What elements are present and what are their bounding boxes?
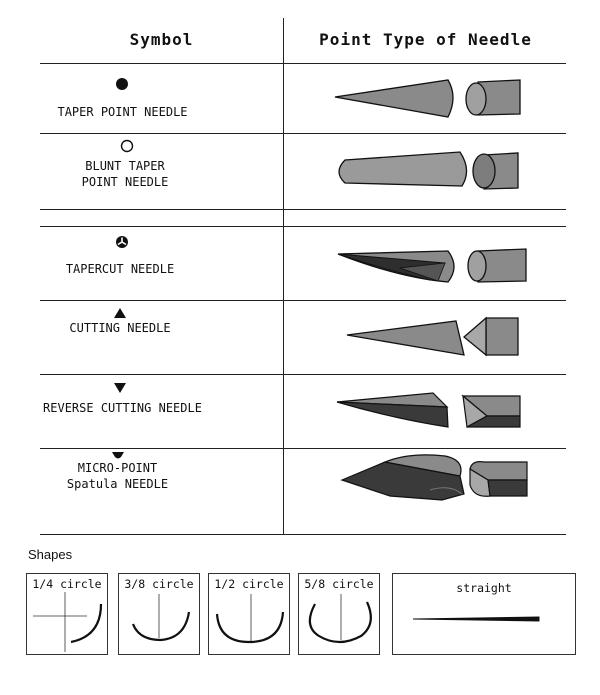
row-label-tapercut: TAPERCUT NEEDLE <box>65 262 175 276</box>
shape-half-circle <box>208 573 290 655</box>
micro-point-spatula-needle-drawing <box>342 455 527 500</box>
reverse-cutting-needle-drawing <box>337 393 520 427</box>
quarter-circle-needle <box>27 574 107 654</box>
row-label-blunt-taper-line1: BLUNT TAPER <box>85 159 165 173</box>
taper-point-needle-drawing <box>335 80 520 117</box>
row-label-micro-point-line2: Spatula NEEDLE <box>66 477 169 491</box>
row-label-micro-point-line1: MICRO-POINT <box>77 461 158 475</box>
cutting-needle-drawing <box>347 318 518 355</box>
shapes-title: Shapes <box>28 547 73 562</box>
five-eighths-circle-needle <box>299 574 379 654</box>
straight-needle <box>393 574 575 654</box>
row-label-blunt-taper-line2: POINT NEEDLE <box>81 175 169 189</box>
shape-label: 1/2 circle <box>214 577 284 591</box>
shape-label: 3/8 circle <box>124 577 194 591</box>
row-label-reverse-cutting: REVERSE CUTTING NEEDLE <box>43 401 202 415</box>
shape-three-eighths-circle <box>118 573 200 655</box>
header-point-type: Point Type of Needle <box>319 30 532 49</box>
half-circle-needle <box>209 574 289 654</box>
header-symbol: Symbol <box>129 30 194 49</box>
three-eighths-circle-needle <box>119 574 199 654</box>
tapercut-needle-drawing <box>338 249 526 282</box>
blunt-taper-needle-drawing <box>339 152 518 189</box>
shape-quarter-circle <box>26 573 108 655</box>
shape-straight <box>392 573 576 655</box>
row-label-taper-point: TAPER POINT NEEDLE <box>57 105 188 119</box>
shape-label: 1/4 circle <box>32 577 102 591</box>
shape-label: 5/8 circle <box>304 577 374 591</box>
shape-five-eighths-circle <box>298 573 380 655</box>
row-label-cutting: CUTTING NEEDLE <box>69 321 171 335</box>
shape-label: straight <box>456 581 512 595</box>
